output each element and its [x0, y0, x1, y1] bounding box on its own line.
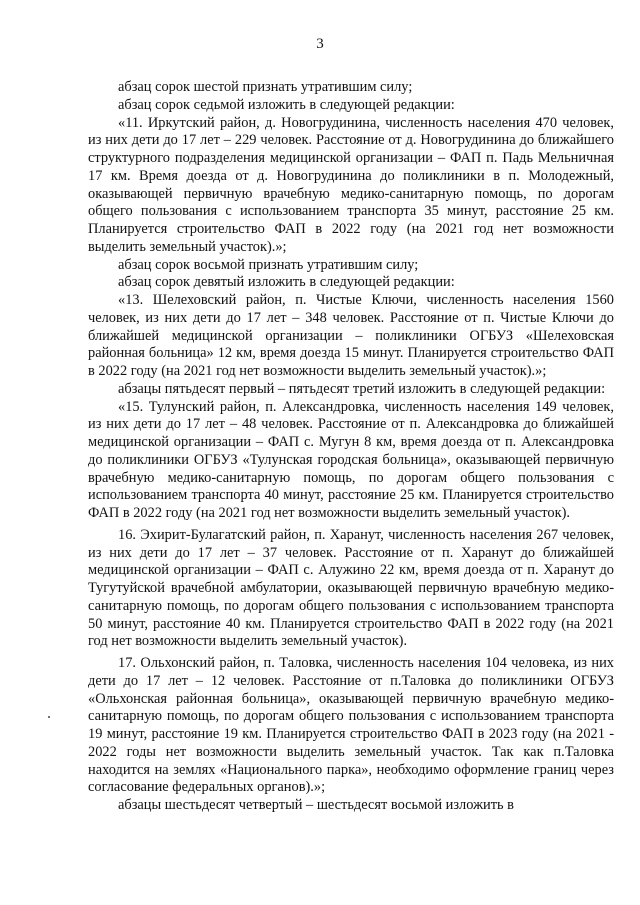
paragraph-4: абзац сорок восьмой признать утратившим силу; — [118, 256, 419, 273]
paragraph-8: «15. Тулунский район, п. Александровка, численность населения 149 человек, из них дети до 17 лет – 48 человек. Расстояние от п. Александровка до ближайшей медицинской организации – ФАП с. Мугун 8 км, время доезда от п. Александровка до поликлиники ОГБУЗ «Тулунская городская больница», оказывающей первичную врачебную медико-санитарную помощь, по дорогам общего пользования с использованием транспорта 40 минут, расстояние 25 км. Планируется строительство ФАП в 2022 году (на 2021 год нет возможности выделить земельный участок). — [88, 398, 614, 521]
paragraph-9: 16. Эхирит-Булагатский район, п. Харанут, численность населения 267 человек, из них дети до 17 лет – 37 человек. Расстояние от п. Харанут до ближайшей медицинской организации – ФАП с. Алужино 22 км, время доезда от п. Харанут до Тугутуйской врачебной амбулатории, оказывающей первичную врачебную медико-санитарную помощь, по дорогам общего пользования с использованием транспорта 50 минут, расстояние 40 км. Планируется строительство ФАП в 2022 году (на 2021 год нет возможности выделить земельный участок). — [88, 526, 614, 650]
paragraph-10: 17. Ольхонский район, п. Таловка, численность населения 104 человека, из них дети до 17 лет – 12 человек. Расстояние от п.Таловка до поликлиники ОГБУЗ «Ольхонская районная больница», оказывающей первичную врачебную медико-санитарную помощь, по дорогам общего пользования с использованием транспорта 19 минут, расстояние 19 км. Планируется строительство ФАП в 2023 году (на 2021 - 2022 годы нет возможности выделить земельный участок. Так как п.Таловка находится на землях «Национального парка», необходимо оформление границ через согласование федеральных органов).»; — [88, 655, 614, 796]
paragraph-1: абзац сорок шестой признать утратившим силу; — [118, 79, 413, 95]
scan-speck — [48, 716, 50, 718]
paragraph-11: абзацы шестьдесят четвертый – шестьдесят восьмой изложить в — [118, 797, 514, 813]
document-body — [88, 79, 614, 815]
page-number: 3 — [316, 36, 324, 52]
paragraph-7: абзацы пятьдесят первый – пятьдесят третий изложить в следующей редакции: — [118, 380, 606, 397]
paragraph-5: абзац сорок девятый изложить в следующей редакции: — [118, 274, 455, 291]
paragraph-2: абзац сорок седьмой изложить в следующей редакции: — [118, 96, 455, 113]
paragraph-6: «13. Шелеховский район, п. Чистые Ключи, численность населения 1560 человек, из них дети до 17 лет – 348 человек. Расстояние от п. Чистые Ключи до ближайшей медицинской организации – поликлиники ОГБУЗ «Шелеховская районная больница» 12 км, время доезда 15 минут. Планируется строительство ФАП в 2022 году (на 2021 год нет возможности выделить земельный участок).»; — [88, 292, 614, 379]
paragraph-3: «11. Иркутский район, д. Новогрудинина, численность населения 470 человек, из них дети до 17 лет – 229 человек. Расстояние от д. Новогрудинина до ближайшего структурного подразделения медицинской организации – ФАП п. Падь Мельничная 17 км. Время доезда от д. Новогрудинина до поликлиники в п. Молодежный, оказывающей первичную врачебную медико-санитарную помощь, по дорогам общего пользования с использованием транспорта 35 минут, расстояние 25 км. Планируется строительство ФАП в 2022 году (на 2021 год нет возможности выделить земельный участок).»; — [88, 114, 614, 255]
